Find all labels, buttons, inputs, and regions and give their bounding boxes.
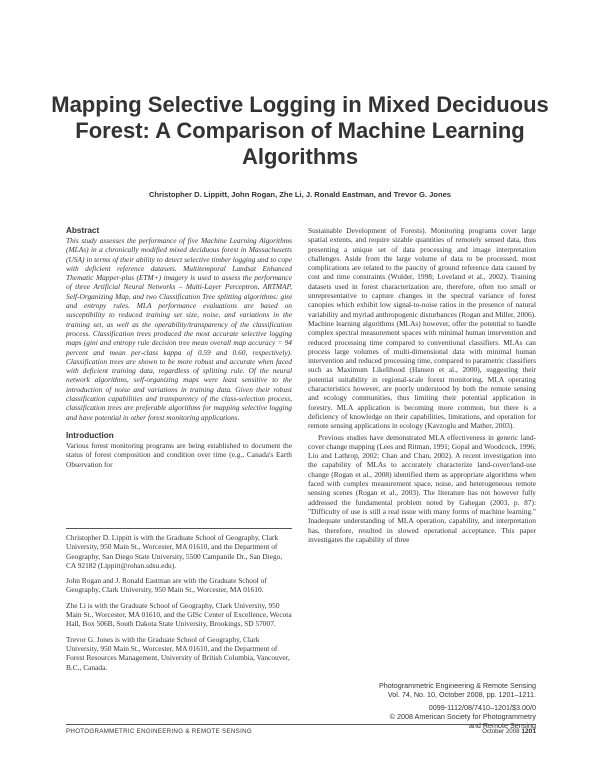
affiliation-rule [66, 528, 292, 529]
journal-code: 0099-1112/08/7410–1201/$3.00/0 [428, 703, 536, 712]
journal-copyright-line-1: © 2008 American Society for Photogrammetry [389, 712, 536, 721]
page-number: 1201 [521, 728, 536, 735]
right-column [308, 226, 536, 544]
footer-date: October 2008 [482, 728, 520, 735]
footer-rule [66, 724, 536, 725]
introduction-text: Various forest monitoring programs are being established to document the status of forest composition and condition over time (e.g., Canada's Earth Observation for [66, 440, 292, 469]
footer-journal-name: PHOTOGRAMMETRIC ENGINEERING & REMOTE SENSING [66, 728, 253, 735]
journal-volume: Vol. 74, No. 10, October 2008, pp. 1201–1211. [387, 690, 536, 699]
journal-name: Photogrammetric Engineering & Remote Sensing [378, 681, 536, 690]
abstract-text: This study assesses the performance of five Machine Learning Algorithms (MLAs) in a chronically modified mixed deciduous forest in Massachusetts (USA) in terms of their ability to detect selective timber logging and to cope with deficient reference datasets. Multitemporal Landsat Enhanced Thematic Mapper-plus (ETM+) imagery is used to assess the performance of three Artificial Neural Networks – Multi-Layer Perceptron, ARTMAP, Self-Organizing Map, and two Classification Tree splitting algorithms: gini and entropy rules. MLA performance evaluations are based on susceptibility to reduced training set size, noise, and variations in the training set, as well as the operability/transparency of the classification process. Classification trees produced the most accurate selective logging maps (gini and entropy rule decision tree mean overall map accuracy = 94 percent and mean per-class kappa of 0.59 and 0.60, respectively). Classification trees are shown to be more robust and accurate when faced with deficient training data, regardless of splitting rule. Of the neural network algorithms, self-organizing maps were least sensitive to the introduction of noise and variations in training data. Given their robust classification capabilities and transparency of the class-selection process, classification trees are preferable algorithms for mapping selective logging and have potential in other forest monitoring applications. [66, 236, 292, 422]
journal-copyright-line-2: and Remote Sensing [468, 721, 536, 730]
left-column [66, 226, 292, 469]
abstract-heading: Abstract [66, 226, 100, 235]
intro-paragraph-1: Sustainable Development of Forests). Monitoring programs cover large spatial extents, and require sizable quantities of remotely sensed data, thus presenting a unique set of data processing and image interpretation challenges. Aside from the large volume of data to be processed, most complications are related to the paucity of ground reference data caused by cost and time constraints (Wulder, 1998; Loveland et al., 2002). Training datasets used in forest characterization are, therefore, often too small or unrepresentative to capture changes in the spectral variance of forest canopies which exhibit low signal-to-noise ratios in the presence of natural variability and myriad anthropogenic disturbances (Rogan and Miller, 2006). Machine learning algorithms (MLAs) however, offer the potential to handle complex spectral measurement spaces with minimal human intervention and reduced processing time compared to conventional classifiers. MLAs can process large volumes of multi-dimensional data with minimal human intervention and reduced processing time, compared to parametric classifiers such as Maximum Likelihood (Hansen et al., 2000), suggesting their potential suitability in regional-scale forest monitoring. MLA operating characteristics however, are poorly understood by both the remote sensing and ecology communities, thus limiting their potential application in forestry. MLA application is becoming more common, but there is a deficiency of knowledge on their capabilities, limitations, and operation for remote sensing applications in ecology (Kavzoglu and Mather, 2003). [308, 226, 536, 431]
footer-page-info [482, 728, 536, 735]
author-list: Christopher D. Lippitt, John Rogan, Zhe Li, J. Ronald Eastman, and Trevor G. Jones [148, 190, 452, 199]
affiliation-jones: Trevor G. Jones is with the Graduate School of Geography, Clark University, 950 Main St., Worcester, MA 01610, and the Department of Forest Resources Management, University of British Columbia, Vancouver, B.C., Canada. [66, 634, 290, 672]
affiliation-li: Zhe Li is with the Graduate School of Geography, Clark University, 950 Main St., Worcester, MA 01610, and the GISc Center of Excellence, Wecota Hall, Box 506B, South Dakota State University, Brookings, SD 57007. [66, 600, 292, 629]
affiliation-lippitt: Christopher D. Lippitt is with the Graduate School of Geography, Clark University, 950 Main St., Worcester, MA 01610, and the Department of Geography, San Diego State University, 5500 Campanile Dr., San Diego, CA 92182 (Lippitt@rohan.sdsu.edu). [66, 533, 283, 570]
journal-info [370, 681, 536, 730]
introduction-heading: Introduction [66, 430, 114, 440]
affiliations [66, 533, 292, 678]
affiliation-rogan-eastman: John Rogan and J. Ronald Eastman are with the Graduate School of Geography, Clark University, 950 Main St., Worcester, MA 01610. [66, 576, 267, 595]
paper-title: Mapping Selective Logging in Mixed Deciduous Forest: A Comparison of Machine Learning Algorithms [51, 92, 549, 169]
intro-paragraph-2: Previous studies have demonstrated MLA effectiveness in generic land-cover change mapping (Lees and Ritman, 1991; Gopal and Woodcock, 1996; Liu and Lathrop, 2002; Chan and Chan, 2002). A recent investigation into the capability of MLAs to accurately characterize land-cover/land-use change (Rogan et al., 2008) identified them as appropriate algorithms when faced with complex measurement space, noise, and heterogeneous remote sensing scenes (Rogan et al., 2003). The literature has not however fully addressed the fundamental problem noted by Gahegan (2003, p. 87): "Difficulty of use is still a real issue with many forms of machine learning." Inadequate understanding of MLA operation, capability, and interpretation has, therefore, resulted in slowed operational acceptance. This paper investigates the capability of three [308, 432, 536, 544]
